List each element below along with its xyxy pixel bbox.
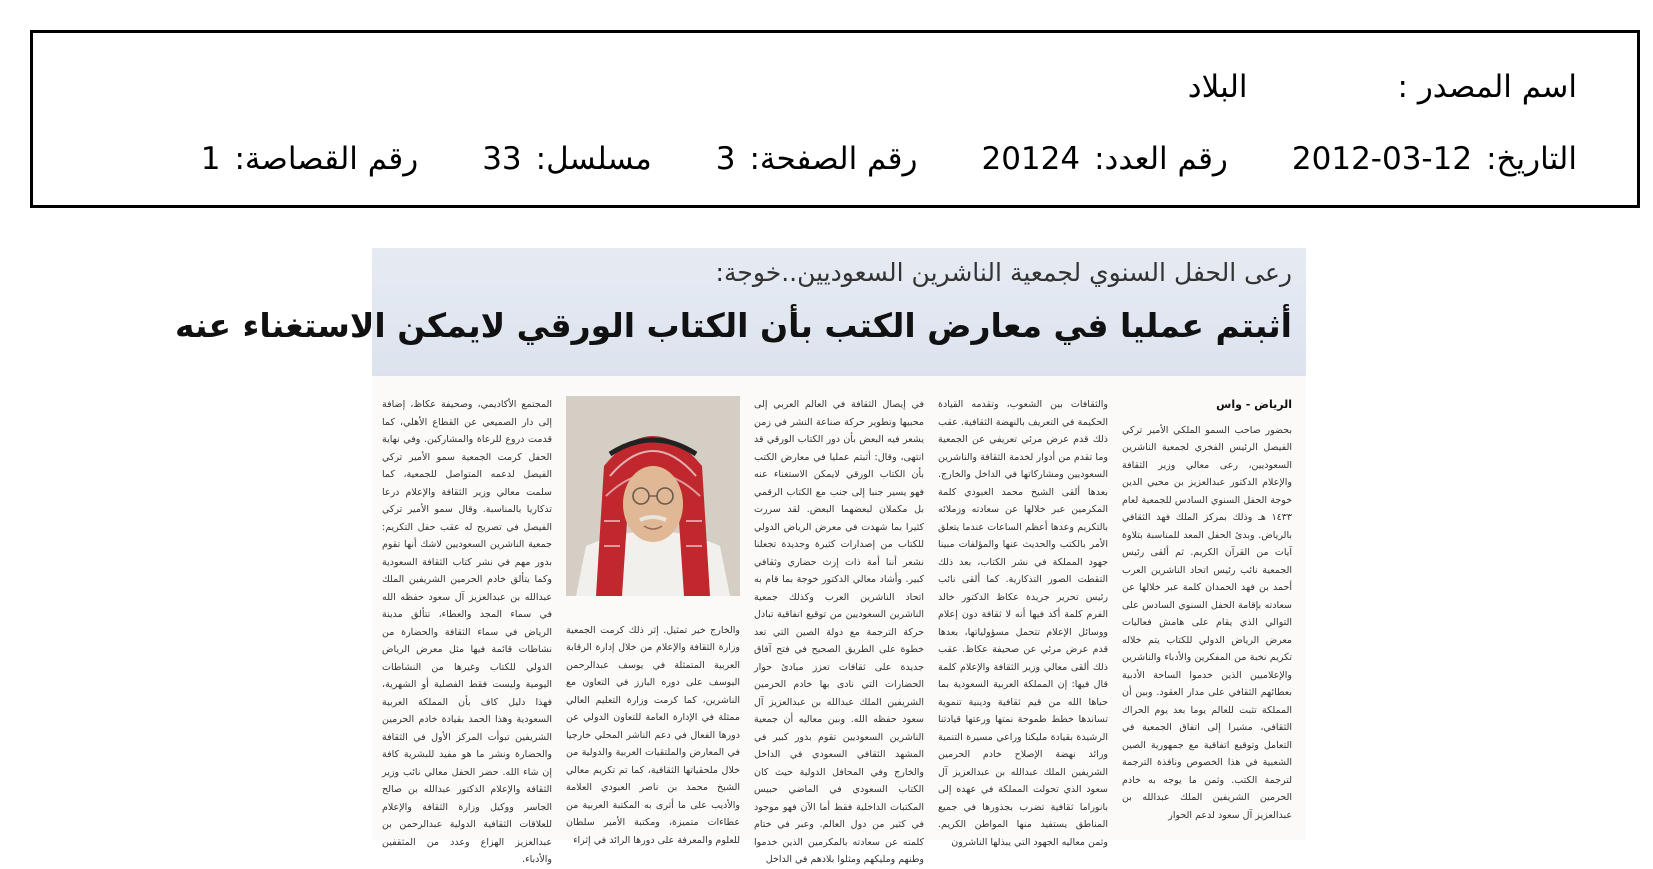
- issue-info-row: [201, 141, 1577, 177]
- page-number-field: [716, 141, 918, 177]
- article-column-3-text: في إيصال الثقافة في العالم العربي إلى محبيها وتطوير حركة صناعة النشر في زمن يشعر فيه البعض بأن دور الكتاب الورقي قد انتهى، وقال: أثبتم عمليا في معارض الكتب بأن الكتاب الورقي لايمكن الاستغناء عنه فهو يسير جنبا إلى جنب مع الكتاب الرقمي بل مكملان لبعضهما البعض. لقد سررت كثيرا بما شهدت في معرض الرياض الدولي للكتاب من إصدارات كثيرة وجديدة تجعلنا نشعر أننا أمة ذات إرث حضاري وثقافي كبير. وأشاد معالي الدكتور خوجة بما قام به اتحاد الناشرين العرب وكذلك جمعية الناشرين السعوديين من توقيع اتفاقية تبادل حركة الترجمة مع دولة الصين التي تعد خطوة على الطريق الصحيح في فتح آفاق جديدة على ثقافات تعزز مبادئ حوار الحضارات التي نادى بها خادم الحرمين الشريفين الملك عبدالله بن عبدالعزيز آل سعود حفظه الله. وبين معاليه أن جمعية الناشرين السعوديين تقوم بدور كبير في المشهد الثقافي السعودي في الداخل والخارج وفي المحافل الدولية حيث كان الكتاب السعودي في الماضي حبيس المكتبات الداخلية فقط أما الآن فهو موجود في كثير من دول العالم. وعبر في ختام كلمته عن سعادته بالمكرمين الذين خدموا وطنهم ومليكهم ومثلوا بلادهم في الداخل: [754, 399, 924, 865]
- source-row: [1188, 69, 1577, 105]
- page-number-label: رقم الصفحة:: [749, 141, 918, 177]
- article-column-2: [938, 396, 1108, 848]
- source-value: البلاد: [1187, 69, 1248, 105]
- portrait-photo-icon: [566, 396, 740, 596]
- clipping-number-value: 1: [200, 141, 221, 177]
- article-column-4-text: والخارج خير تمثيل. إثر ذلك كرمت الجمعية وزارة الثقافة والإعلام من خلال إدارة الرقابة العربية المتمثلة في يوسف عبدالرحمن اليوسف على دوره البارز في التعاون مع الناشرين، كما كرمت وزارة التعليم العالي ممثلة في الإدارة العامة للتعاون الدولي عن دورها الفعال في دعم الناشر المحلي خارجيا في المعارض والملتقيات العربية والدولية من خلال ملحقياتها الثقافية، كما تم تكريم معالي الشيخ محمد بن ناصر العبودي العلامة والأديب على ما أثرى به المكتبة العربية من عطاءات متميزة، ومكتبة الأمير سلطان للعلوم والمعرفة على دورها الرائد في إثراء: [566, 624, 740, 846]
- clipping-number-field: [201, 141, 418, 177]
- article-column-1-text: بحضور صاحب السمو الملكي الأمير تركي الفيصل الرئيس الفخري لجمعية الناشرين السعوديين، رعى معالي وزير الثقافة والإعلام الدكتور عبدالعزيز بن محيي الدين خوجة الحفل السنوي السادس للجمعية لعام ١٤٣٣ هـ وذلك بمركز الملك فهد الثقافي بالرياض. وبدئ الحفل المعد للمناسبة بتلاوة آيات من القرآن الكريم. ثم ألقى رئيس الجمعية نائب رئيس اتحاد الناشرين العرب أحمد بن فهد الحمدان كلمة عبر خلالها عن سعادته بإقامة الحفل السنوي السادس على التوالي الذي يقام على هامش فعاليات معرض الرياض الدولي للكتاب يتم خلاله تكريم نخبة من المفكرين والأدباء والناشرين والإعلاميين الذين خدموا الساحة الأدبية بعطائهم الثقافي على مدار العقود. وبين أن المملكة تثبت للعالم يوما بعد يوم الحراك الثقافي، مشيرا إلى اتفاق الجمعية في التعامل وتوقيع اتفاقية مع جمهورية الصين الشعبية في هذا الخصوص ونافذة الترجمة لترجمة الكتب. وثمن ما يوجه به خادم الحرمين الشريفين الملك عبدالله بن عبدالعزيز آل سعود لدعم الحوار: [1122, 424, 1292, 821]
- newspaper-clipping: [175, 248, 1306, 865]
- serial-label: مسلسل:: [535, 141, 652, 177]
- date-field: [1292, 141, 1577, 177]
- article-kicker: رعى الحفل السنوي لجمعية الناشرين السعوديين..خوجة:: [715, 258, 1292, 287]
- date-label: التاريخ:: [1486, 141, 1577, 177]
- article-column-1: [1122, 396, 1292, 828]
- source-label: اسم المصدر :: [1397, 69, 1577, 105]
- serial-value: 33: [482, 141, 522, 177]
- serial-field: [482, 141, 652, 177]
- issue-number-label: رقم العدد:: [1094, 141, 1228, 177]
- article-headline: أثبتم عمليا في معارض الكتب بأن الكتاب الورقي لايمكن الاستغناء عنه: [175, 306, 1292, 345]
- article-dateline: الرياض - واس: [1216, 398, 1292, 411]
- source-metadata-box: [30, 30, 1640, 208]
- article-column-2-text: والثقافات بين الشعوب، وتقدمه القيادة الحكيمة في التعريف بالنهضة الثقافية. عقب ذلك قدم عرض مرئي تعريفي عن الجمعية وما تقدم من أدوار لخدمة الثقافة والناشرين السعوديين ومشاركاتها في الداخل والخارج. بعدها ألقى الشيخ محمد العبودي كلمة المكرمين عبر خلالها عن سعادته وزملائه بالتكريم وعدها أعظم الساعات عندما يتعلق الأمر بالكتب والحديث عنها والمؤلفات مبينا جهود المملكة في نشر الكتاب، بعد ذلك التقطت الصور التذكارية. كما ألقى نائب رئيس تحرير جريدة عكاظ الدكتور خالد الفرم كلمة أكد فيها أنه لا ثقافة دون إعلام ووسائل الإعلام تتحمل مسؤولياتها، بعدها قدم عرض مرئي عن صحيفة عكاظ. عقب ذلك ألقى معالي وزير الثقافة والإعلام كلمة قال فيها: إن المملكة العربية السعودية بما حباها الله من قيم ثقافية ودينية تنموية تساندها خطط طموحة نمتها ورعتها قيادتنا الرشيدة بقيادة مليكنا وراعي مسيرة التنمية ورائد نهضة الإصلاح خادم الحرمين الشريفين الملك عبدالله بن عبدالعزيز آل سعود الذي تحولت المملكة في عهده إلى بانوراما ثقافية تضرب بجذورها في جميع المناطق يستفيد منها المواطن الكريم. وثمن معاليه الجهود التي يبذلها الناشرون: [938, 399, 1108, 848]
- article-body: [372, 396, 1306, 865]
- portrait-photo: [566, 396, 740, 596]
- headline-band: [175, 248, 1306, 376]
- article-column-4: [566, 612, 740, 846]
- article-column-5: [382, 396, 552, 865]
- article-column-3: [754, 396, 924, 865]
- clipping-number-label: رقم القصاصة:: [234, 141, 419, 177]
- article-column-5-text: المجتمع الأكاديمي، وصحيفة عكاظ، إضافة إلى دار الصميعي عن القطاع الأهلي، كما قدمت دروع للرعاة والمشاركين. وفي نهاية الحفل كرمت الجمعية سمو الأمير تركي الفيصل لدعمه المتواصل للجمعية، كما سلمت معالي وزير الثقافة والإعلام درعا تذكاريا بالمناسبة. وقال سمو الأمير تركي الفيصل في تصريح له عقب حفل التكريم: جمعية الناشرين السعوديين لاشك أنها تقوم بدور مهم في نشر كتاب الثقافة السعودية وكما يتألق خادم الحرمين الشريفين الملك عبدالله بن عبدالعزيز آل سعود حفظه الله في سماء المجد والعطاء، تتألق مدينة الرياض في سماء الثقافة والحضارة من نشاطات قائمة فيها مثل معرض الرياض الدولي للكتاب وغيرها من النشاطات اليومية وليست فقط الفصلية أو الشهرية، فهذا دليل كاف بأن المملكة العربية السعودية وهذا الحمد بقيادة خادم الحرمين الشريفين تبوأت المركز الأول في الثقافة والحضارة ونشر ما هو مفيد للبشرية كافة إن شاء الله. حضر الحفل معالي نائب وزير الثقافة والإعلام الدكتور عبدالله بن صالح الجاسر ووكيل وزارة الثقافة والإعلام للعلاقات الثقافية الدولية عبدالرحمن بن عبدالعزيز الهزاع وعدد من المثقفين والأدباء.: [382, 399, 552, 865]
- page-number-value: 3: [715, 141, 736, 177]
- issue-number-field: [981, 141, 1227, 177]
- issue-number-value: 20124: [981, 141, 1081, 177]
- date-value: 2012-03-12: [1291, 141, 1473, 177]
